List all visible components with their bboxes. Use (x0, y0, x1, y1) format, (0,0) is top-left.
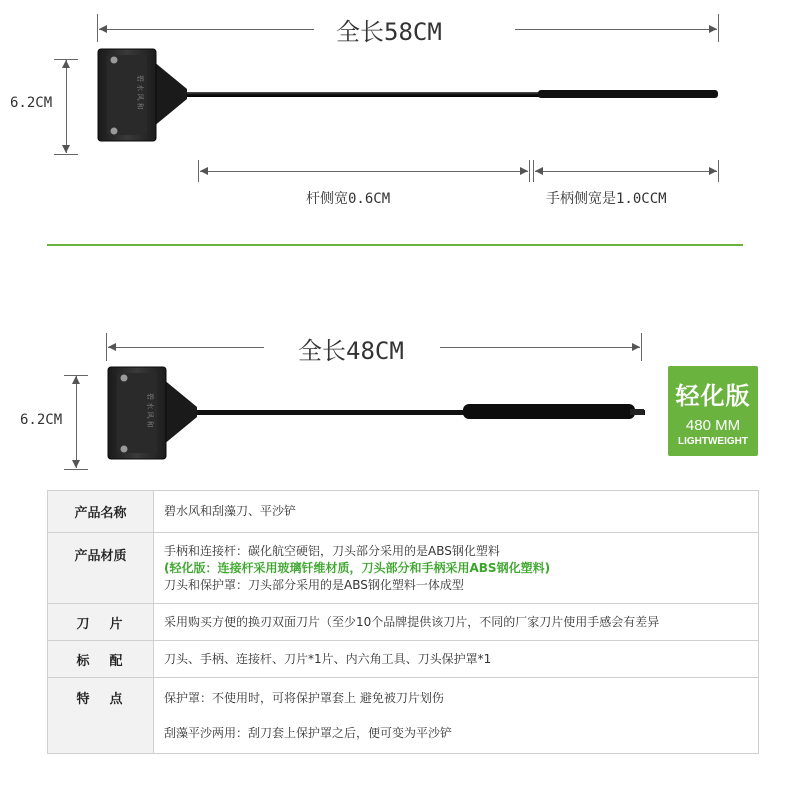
table-row (48, 604, 759, 641)
table-row (48, 533, 759, 568)
spec-value-line: 采用购买方便的换刃双面刀片（至少10个品牌提供该刀片，不同的厂家刀片使用手感会有差异 (164, 614, 660, 629)
bottom-height-bottom-tick (64, 469, 88, 470)
rod-width-right-tick (529, 160, 530, 182)
bottom-length-right-tick (641, 333, 642, 361)
spec-key-text: 标配 (76, 653, 143, 669)
scraper-48cm-image (105, 363, 650, 473)
arrow-down-icon (62, 145, 70, 153)
spec-value (154, 678, 759, 754)
section-divider (47, 244, 743, 246)
table-row (48, 641, 759, 678)
svg-text:碧 水 风 和: 碧 水 风 和 (136, 75, 144, 110)
bottom-length-line-left (108, 347, 264, 348)
bottom-length-left-tick (106, 333, 107, 361)
table-row (48, 678, 759, 754)
scraper-58cm-image (95, 45, 725, 155)
svg-text:碧 水 风 和: 碧 水 风 和 (146, 393, 154, 428)
arrow-left-icon (99, 25, 107, 33)
spec-key: 产品名称 (48, 491, 154, 533)
top-total-length-label: 全长58CM (336, 18, 442, 46)
arrow-right-icon (520, 167, 528, 175)
spec-key-text: 刀片 (76, 616, 143, 632)
spec-value-line: 刀头和保护罩：刀头部分采用的是ABS钢化塑料一体成型 (164, 577, 464, 592)
bottom-head-height-label: 6.2CM (20, 412, 63, 428)
spec-value (154, 641, 759, 678)
lightweight-badge (668, 366, 758, 456)
top-length-right-tick (718, 14, 719, 42)
top-length-left-tick (97, 14, 98, 42)
rod-width-label: 杆侧宽0.6CM (306, 191, 391, 207)
bottom-total-length-label: 全长48CM (298, 337, 404, 365)
top-height-bottom-tick (54, 154, 78, 155)
handle-width-label: 手柄侧宽是1.0CCM (546, 191, 667, 207)
spec-value-line: 刮藻平沙两用：刮刀套上保护罩之后，便可变为平沙铲 (164, 725, 453, 740)
badge-subtitle: LIGHTWEIGHT (678, 436, 748, 447)
spec-value (154, 491, 759, 533)
spec-value-line: 保护罩：不使用时，可将保护罩套上 避免被刀片划伤 (164, 690, 444, 705)
top-head-height-label: 6.2CM (10, 95, 53, 111)
handle-width-left-tick (533, 160, 534, 182)
arrow-down-icon (72, 460, 80, 468)
arrow-up-icon (72, 376, 80, 384)
spec-key: 产品材质 (48, 533, 154, 604)
spec-value (154, 604, 759, 641)
arrow-right-icon (709, 25, 717, 33)
spec-value-line: 刀头、手柄、连接杆、刀片*1片、内六角工具、刀头保护罩*1 (164, 651, 492, 666)
spec-key (48, 604, 154, 641)
arrow-up-icon (62, 60, 70, 68)
arrow-left-icon (200, 167, 208, 175)
spec-key (48, 678, 154, 754)
top-length-line-left (99, 29, 314, 30)
arrow-right-icon (632, 343, 640, 351)
bottom-height-line (76, 376, 77, 468)
spec-value-line: 碧水风和刮藻刀、平沙铲 (164, 504, 297, 518)
rod-width-left-tick (198, 160, 199, 182)
badge-title: 轻化版 (675, 383, 751, 410)
badge-size: 480 MM (685, 417, 741, 434)
handle-width-right-tick (718, 160, 719, 182)
spec-value (154, 533, 759, 604)
spec-key (48, 641, 154, 678)
arrow-left-icon (535, 167, 543, 175)
spec-value-highlight-line: (轻化版：连接杆采用玻璃钎维材质，刀头部分和手柄采用ABS钢化塑料) (164, 560, 551, 575)
top-height-line (66, 60, 67, 153)
rod-width-line (200, 171, 528, 172)
table-row (48, 491, 759, 533)
handle-width-line (535, 171, 717, 172)
arrow-right-icon (709, 167, 717, 175)
spec-key-text: 特点 (76, 692, 143, 707)
top-length-line-right (515, 29, 717, 30)
bottom-length-line-right (440, 347, 640, 348)
spec-table (47, 490, 759, 754)
arrow-left-icon (108, 343, 116, 351)
spec-value-line: 手柄和连接杆：碳化航空硬铝，刀头部分采用的是ABS钢化塑料 (164, 543, 500, 558)
